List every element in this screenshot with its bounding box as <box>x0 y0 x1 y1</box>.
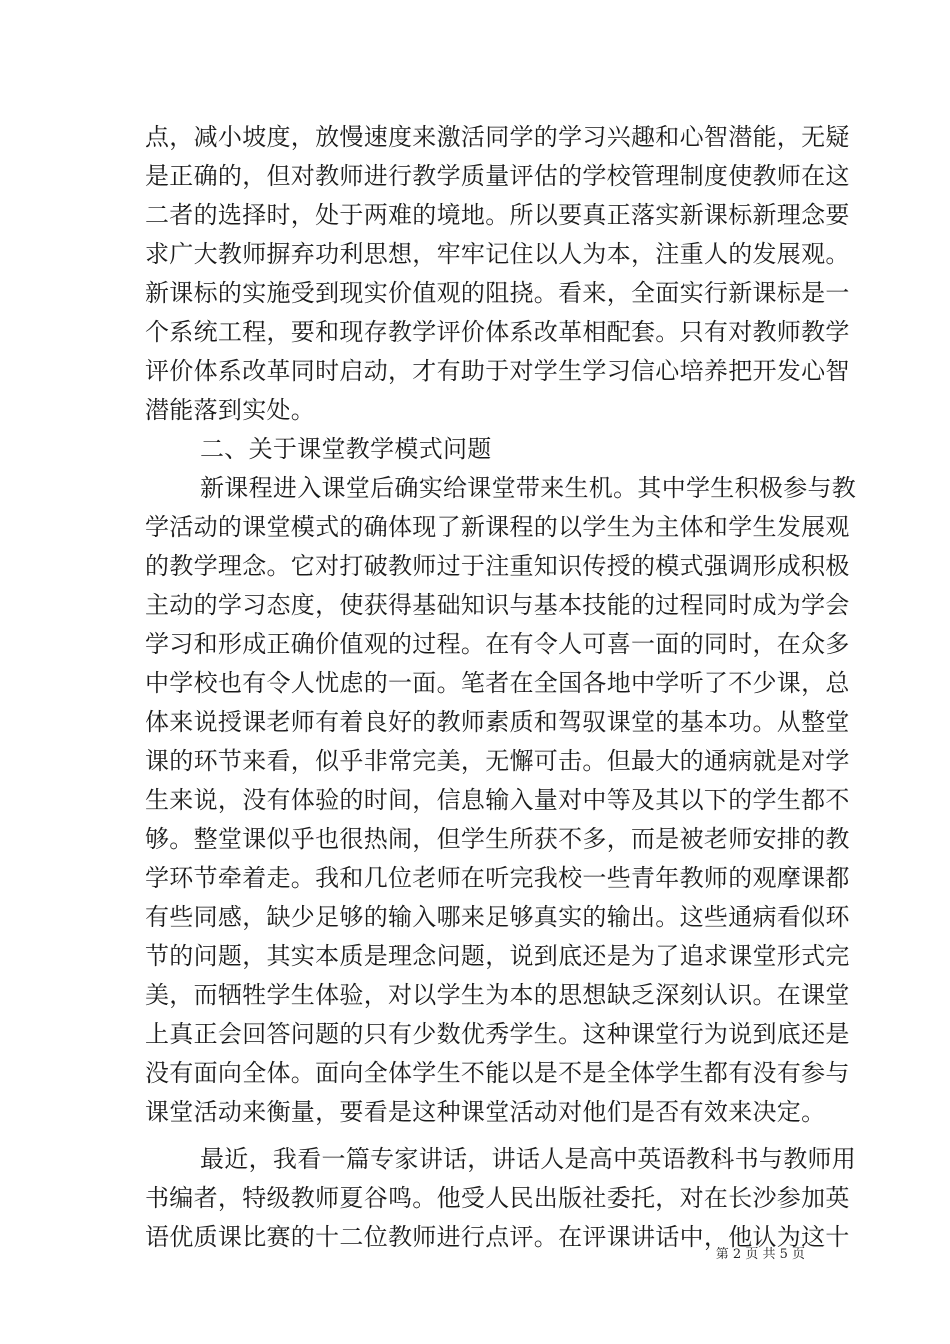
text-line: 学习和形成正确价值观的过程。在有令人可喜一面的同时，在众多 <box>145 630 850 658</box>
text-line: 主动的学习态度，使获得基础知识与基本技能的过程同时成为学会 <box>145 591 850 619</box>
text-line: 学环节牵着走。我和几位老师在听完我校一些青年教师的观摩课都 <box>145 864 850 892</box>
text-line: 书编者，特级教师夏谷鸣。他受人民出版社委托，对在长沙参加英 <box>145 1184 850 1212</box>
text-line: 潜能落到实处。 <box>145 396 316 424</box>
text-line: 中学校也有令人忧虑的一面。笔者在全国各地中学听了不少课，总 <box>145 669 850 697</box>
text-line: 没有面向全体。面向全体学生不能以是不是全体学生都有没有参与 <box>145 1059 850 1087</box>
text-line: 个系统工程，要和现存教学评价体系改革相配套。只有对教师教学 <box>145 318 850 346</box>
text-line: 有些同感，缺少足够的输入哪来足够真实的输出。这些通病看似环 <box>145 903 850 931</box>
section-heading: 二、关于课堂教学模式问题 <box>200 435 492 463</box>
text-line: 够。整堂课似乎也很热闹，但学生所获不多，而是被老师安排的教 <box>145 825 850 853</box>
text-line: 生来说，没有体验的时间，信息输入量对中等及其以下的学生都不 <box>145 786 850 814</box>
text-line: 求广大教师摒弃功利思想，牢牢记住以人为本，注重人的发展观。 <box>145 240 850 268</box>
text-line: 最近，我看一篇专家讲话，讲话人是高中英语教科书与教师用 <box>200 1145 857 1173</box>
text-line: 是正确的，但对教师进行教学质量评估的学校管理制度使教师在这 <box>145 162 850 190</box>
text-line: 评价体系改革同时启动，才有助于对学生学习信心培养把开发心智 <box>145 357 850 385</box>
text-line: 二者的选择时，处于两难的境地。所以要真正落实新课标新理念要 <box>145 201 850 229</box>
text-line: 美，而牺牲学生体验，对以学生为本的思想缺乏深刻认识。在课堂 <box>145 981 850 1009</box>
text-line: 语优质课比赛的十二位教师进行点评。在评课讲话中，他认为这十 <box>145 1223 850 1251</box>
page-number-footer: 第 2 页 共 5 页 <box>715 1247 805 1262</box>
text-line: 上真正会回答问题的只有少数优秀学生。这种课堂行为说到底还是 <box>145 1020 850 1048</box>
text-line: 新课程进入课堂后确实给课堂带来生机。其中学生积极参与教 <box>200 474 857 502</box>
text-line: 课堂活动来衡量，要看是这种课堂活动对他们是否有效来决定。 <box>145 1098 826 1126</box>
text-line: 课的环节来看，似乎非常完美，无懈可击。但最大的通病就是对学 <box>145 747 850 775</box>
text-line: 点，减小坡度，放慢速度来激活同学的学习兴趣和心智潜能，无疑 <box>145 123 850 151</box>
text-line: 的教学理念。它对打破教师过于注重知识传授的模式强调形成积极 <box>145 552 850 580</box>
text-line: 体来说授课老师有着良好的教师素质和驾驭课堂的基本功。从整堂 <box>145 708 850 736</box>
text-line: 学活动的课堂模式的确体现了新课程的以学生为主体和学生发展观 <box>145 513 850 541</box>
text-line: 新课标的实施受到现实价值观的阻挠。看来，全面实行新课标是一 <box>145 279 850 307</box>
text-line: 节的问题，其实本质是理念问题，说到底还是为了追求课堂形式完 <box>145 942 850 970</box>
